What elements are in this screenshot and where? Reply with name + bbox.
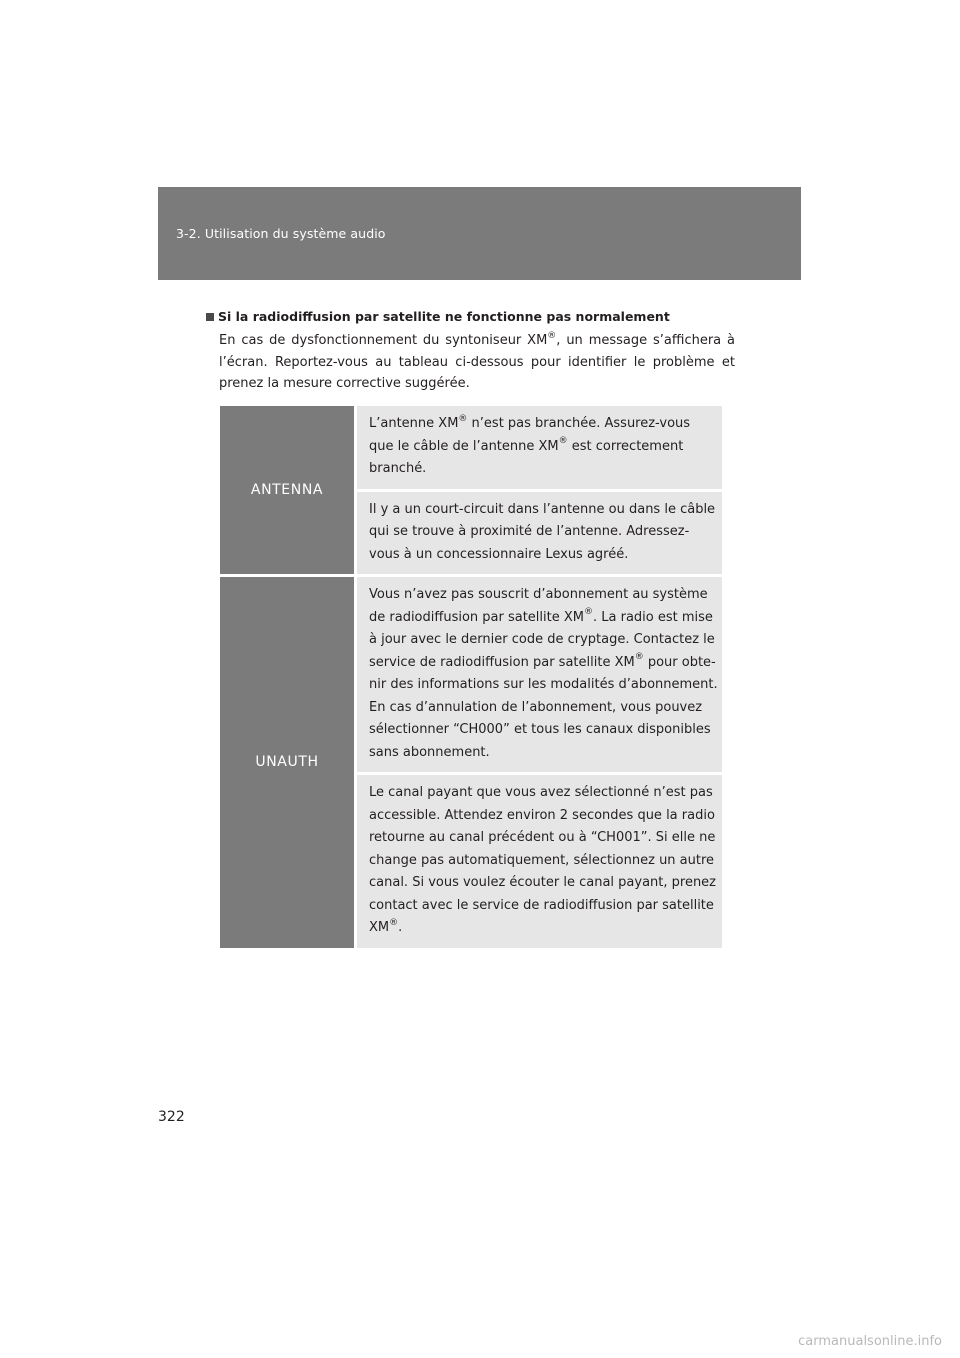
registered-mark: ® — [558, 436, 568, 447]
message-code: UNAUTH — [220, 577, 354, 948]
message-table — [220, 406, 722, 948]
intro-text-part2: , un message s’affichera à l’écran. Reportez-vous au tableau ci-dessous pour identifier le problème et prenez la mesure corrective suggérée. — [219, 333, 736, 391]
message-description — [357, 775, 722, 948]
description-column — [357, 577, 722, 948]
description-text: n’est pas branchée. Assurez-vous que le câble de l’antenne XM — [369, 416, 691, 454]
watermark: carmanualsonline.info — [798, 1334, 942, 1349]
message-description — [357, 577, 722, 772]
registered-mark: ® — [584, 607, 593, 618]
square-bullet-icon — [206, 313, 214, 321]
description-text: Vous n’avez pas souscrit d’abonnement au système de radiodiffusion par satellite XM — [369, 587, 708, 625]
chapter-title: 3-2. Utilisation du système audio — [176, 226, 386, 241]
description-text: est correctement branché. — [369, 438, 684, 476]
description-text: . La radio est mise à jour avec le dernier code de cryptage. Contactez le service de radiodiffusion par satellite XM — [369, 609, 715, 670]
table-row — [220, 577, 722, 948]
description-text: Il y a un court-circuit dans l’antenne ou dans le câble qui se trouve à proximité de l’antenne. Adressez-vous à un concessionnaire Lexus agréé. — [369, 501, 716, 562]
description-column — [357, 406, 722, 574]
message-description — [357, 492, 722, 575]
description-text: L’antenne XM — [369, 416, 459, 431]
chapter-header-band — [158, 187, 801, 280]
registered-mark: ® — [634, 652, 644, 663]
intro-paragraph — [219, 330, 735, 395]
message-code: ANTENNA — [220, 406, 354, 574]
section-heading-text: Si la radiodiffusion par satellite ne fonctionne pas normalement — [218, 309, 670, 324]
description-text: . — [398, 920, 403, 935]
page-number: 322 — [158, 1109, 185, 1125]
registered-mark: ® — [547, 330, 557, 341]
message-description — [357, 406, 722, 489]
description-text: Le canal payant que vous avez sélectionné n’est pas accessible. Attendez environ 2 secondes que la radio retourne au canal précédent ou à “CH001”. Si elle ne change pas automatiquement, sélectionnez un autre canal. Si vous voulez écouter le canal payant, prenez contact avec le service de radiodiffusion par satellite XM — [369, 785, 717, 935]
registered-mark: ® — [389, 917, 399, 928]
intro-text-part1: En cas de dysfonctionnement du syntoniseur XM — [219, 333, 548, 348]
table-row — [220, 406, 722, 574]
description-text: pour obte-nir des informations sur les modalités d’abonnement. En cas d’annulation de l’abonnement, vous pouvez sélectionner “CH000” et tous les canaux disponibles sans abonnement. — [369, 654, 718, 760]
section-heading — [206, 309, 670, 324]
registered-mark: ® — [458, 413, 468, 424]
